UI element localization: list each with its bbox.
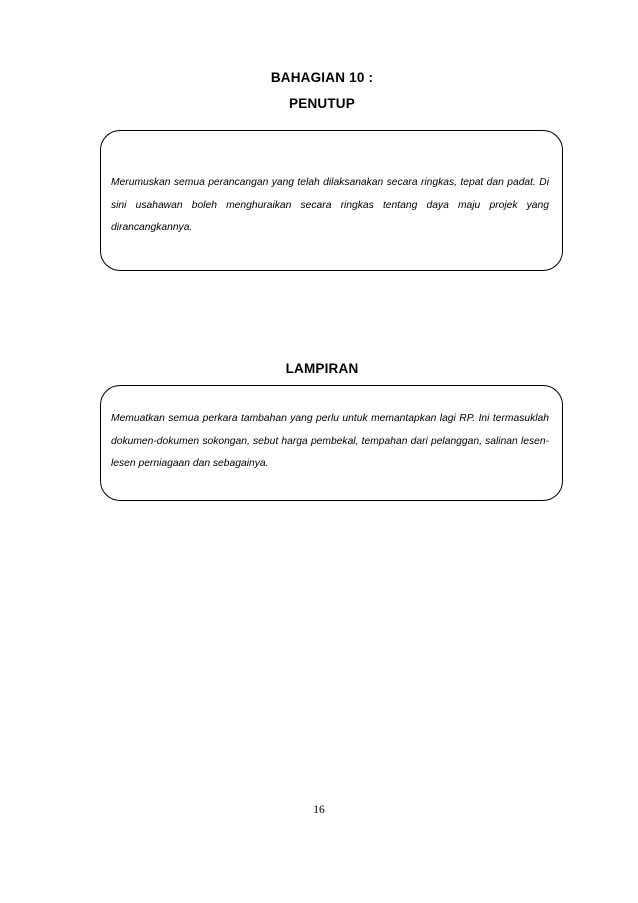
penutup-heading: PENUTUP <box>289 96 355 111</box>
penutup-text: Merumuskan semua perancangan yang telah dilaksanakan secara ringkas, tepat dan padat. Di sini usahawan boleh menghuraikan secara ringkas tentang daya maju projek yang dirancangkannya. <box>111 177 549 233</box>
section-heading: BAHAGIAN 10 : <box>270 70 374 85</box>
lampiran-text: Memuatkan semua perkara tambahan yang perlu untuk memantapkan lagi RP. Ini termasuklah dokumen-dokumen sokongan, sebut harga pembekal, tempahan dari pelanggan, salinan lesen-lesen perniagaan dan sebagainya. <box>111 413 549 469</box>
lampiran-heading: LAMPIRAN <box>285 361 359 376</box>
page-number: 16 <box>313 804 325 816</box>
